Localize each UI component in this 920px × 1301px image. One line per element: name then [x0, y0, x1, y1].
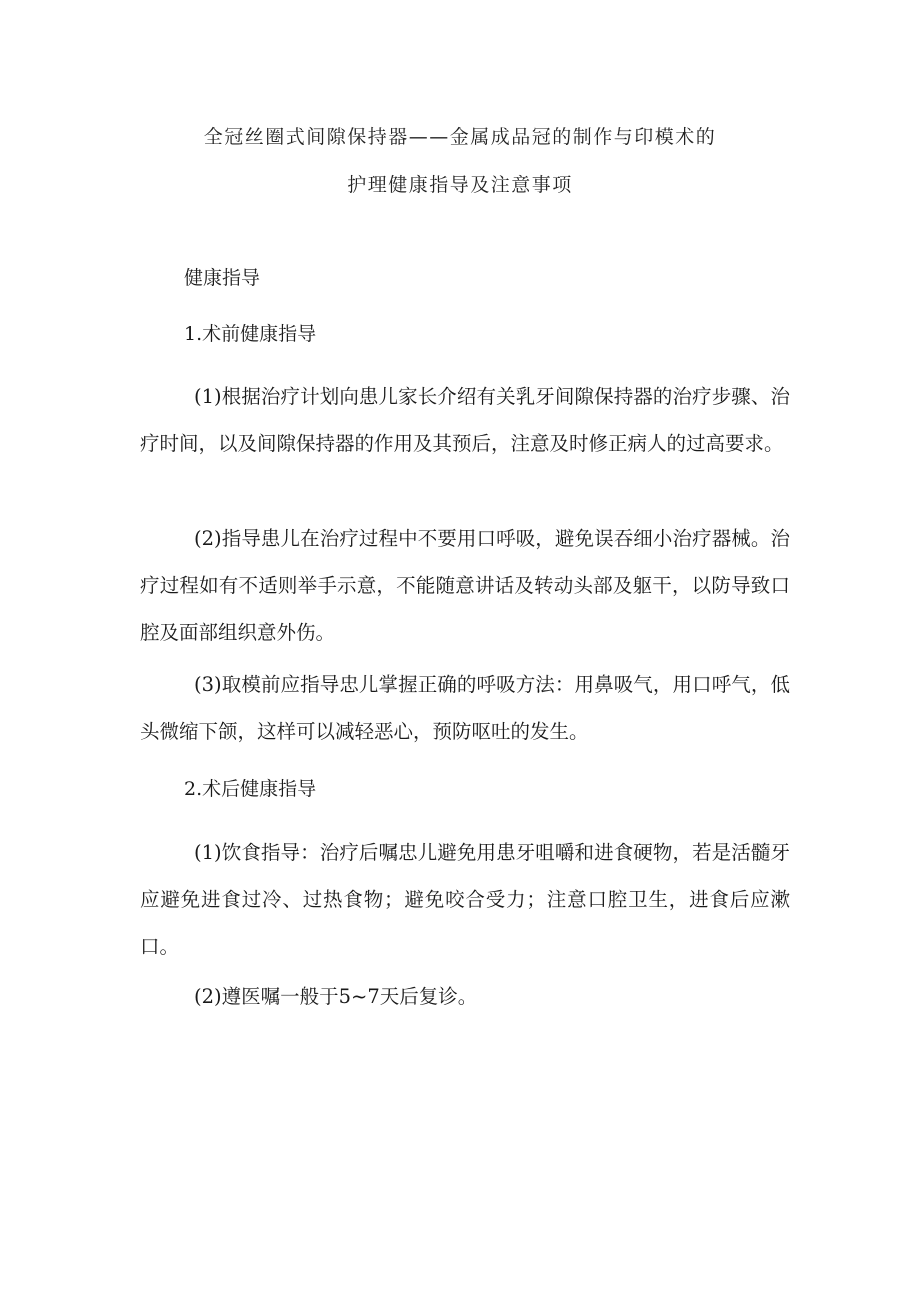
- heading-pre-op-guidance: 1.术前健康指导: [184, 323, 317, 345]
- document-title-line-2: 护理健康指导及注意事项: [347, 174, 573, 196]
- paragraph-pre-op-item-3: (3)取模前应指导忠儿掌握正确的呼吸方法：用鼻吸气，用口呼气，低头微缩下颌，这样可以减轻恶心，预防呕吐的发生。: [140, 673, 790, 743]
- section-heading-health-guidance: 健康指导: [184, 267, 261, 289]
- document-title-line-1: 全冠丝圈式间隙保持器——金属成品冠的制作与印模术的: [203, 126, 717, 148]
- paragraph-pre-op-item-1: (1)根据治疗计划向患儿家长介绍有关乳牙间隙保持器的治疗步骤、治疗时间，以及间隙保持器的作用及其预后，注意及时修正病人的过高要求。: [140, 385, 790, 455]
- heading-post-op-guidance: 2.术后健康指导: [184, 778, 317, 800]
- paragraph-pre-op-item-2: (2)指导患儿在治疗过程中不要用口呼吸，避免误吞细小治疗器械。治疗过程如有不适则举手示意，不能随意讲话及转动头部及躯干，以防导致口腔及面部组织意外伤。: [140, 527, 790, 644]
- paragraph-post-op-item-1: (1)饮食指导：治疗后嘱忠儿避免用患牙咀嚼和进食硬物，若是活髓牙应避免进食过冷、过热食物；避免咬合受力；注意口腔卫生，进食后应漱口。: [140, 841, 790, 958]
- paragraph-post-op-item-2: (2)遵医嘱一般于5~7天后复诊。: [194, 985, 478, 1008]
